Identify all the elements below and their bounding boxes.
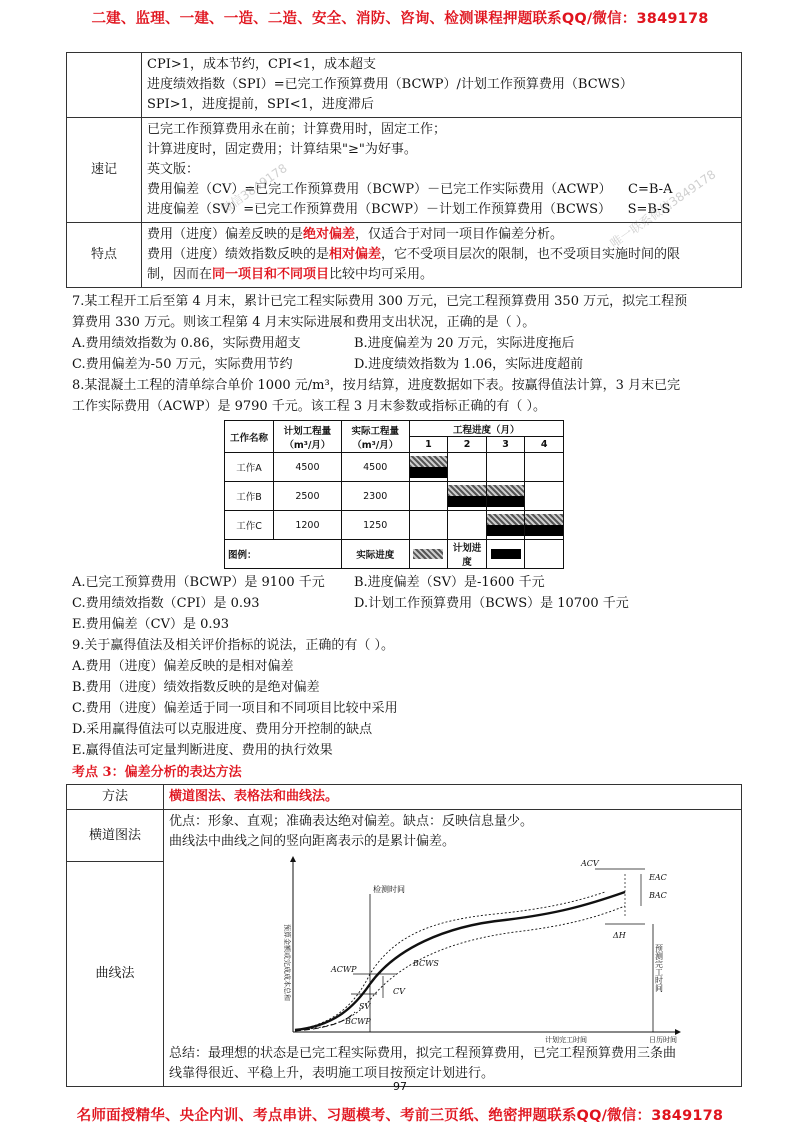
work-name: 工作A [225,453,274,482]
q9-option-e: E.赢得值法可定量判断进度、费用的执行效果 [72,743,333,758]
bac-label: BAC [649,891,667,900]
plan-progress-bar [487,496,525,507]
month-header: 4 [525,437,564,453]
actual-qty: 4500 [341,453,409,482]
spi-formula-line: 进度绩效指数（SPI）=已完工作预算费用（BCWP）/计划工作预算费用（BCWS） [147,77,633,92]
bcws-label: BCWS [413,959,439,968]
feature-line-2 [147,245,736,265]
q8-option-b: B.进度偏差（SV）是-1600 千元 [354,575,545,590]
q7-options-row-2 [66,354,742,375]
kp3-header-value: 横道图法、表格法和曲线法。 [164,785,742,810]
feature-cell [142,223,742,288]
legend-label: 图例： [225,540,342,569]
q7-options-row-1 [66,333,742,354]
memo-line-2: 计算进度时，固定费用；计算结果"≥"为好事。 [147,142,417,157]
gantt-cell [448,511,487,540]
question-8 [66,375,742,635]
feature-text: ，它不受项目层次的限制，也不受项目实施时间的限 [381,247,681,262]
q8-options-row-1 [66,572,742,593]
curve-intro-text: 曲线法中曲线之间的竖向距离表示的是累计偏差。 [169,834,456,849]
feature-text: 费用（进度）绩效指数反映的是 [147,247,330,262]
legend-row [225,540,564,569]
feature-line-3 [147,265,736,285]
q8-stem-1: 8.某混凝土工程的清单综合单价 1000 元/m³，按月结算，进度数据如下表。按赢得值法计算，3 月末已完 [72,378,681,393]
highlight-projects: 同一项目和不同项目 [212,267,330,282]
work-name: 工作C [225,511,274,540]
plan-progress-bar [410,467,448,478]
table-row [225,453,564,482]
q8-option-e: E.费用偏差（CV）是 0.93 [72,617,230,632]
q9-option-a: A.费用（进度）偏差反映的是相对偏差 [72,659,294,674]
legend-blank [525,540,564,569]
progress-table-wrap [224,420,564,569]
x-axis-arrow-icon [675,1029,681,1035]
actual-progress-bar [525,514,563,525]
q8-option-a: A.已完工预算费用（BCWP）是 9100 千元 [72,575,325,590]
actual-qty: 2300 [341,482,409,511]
curve-method-label: 曲线法 [67,862,164,1087]
feature-text: 比较中均可采用。 [329,267,434,282]
plan-progress-bar [487,525,525,536]
page-content [66,52,742,1087]
acwp-curve [295,892,605,1030]
earned-value-curve-diagram [245,854,705,1044]
cpi-rule-line: CPI>1，成本节约，CPI<1，成本超支 [147,57,376,72]
q7-stem-1: 7.某工程开工后至第 4 月末，累计已完工程实际费用 300 万元，已完工程预算费用 350 万元，拟完工程预 [72,294,688,309]
col-header-name: 工作名称 [225,421,274,453]
highlight-relative: 相对偏差 [329,247,382,262]
question-7 [66,291,742,375]
month-header: 2 [448,437,487,453]
bcwp-label: BCWP [345,1017,371,1026]
watermark-text-2: 唯一联系微信3849178 [607,167,719,251]
bottom-contact-banner: 名师面授精华、央企内训、考点串讲、习题模考、考前三页纸、绝密押题联系QQ/微信：3849178 [76,1108,724,1124]
sv-formula-line: 进度偏差（SV）=已完工作预算费用（BCWP）－计划工作预算费用（BCWS） S=B-S [147,202,671,217]
q7-option-b: B.进度偏差为 20 万元，实际进度拖后 [354,336,575,351]
cv-label: CV [393,987,405,996]
q9-option-d: D.采用赢得值法可以克服进度、费用分开控制的缺点 [72,722,373,737]
col-header-actual-qty: 实际工程量（m³/月） [341,421,409,453]
feature-text: 制，因而在 [147,267,213,282]
watermark-text-1: 微信3849178 [218,160,290,217]
gantt-cell [409,453,448,482]
method-desc-cell [164,810,742,1087]
q8-options-row-2 [66,593,742,614]
spi-rule-line: SPI>1，进度提前，SPI<1，进度滞后 [147,97,374,112]
index-formula-cell [142,53,742,118]
kp3-title: 考点 3：偏差分析的表达方法 [72,765,242,780]
gantt-cell [448,453,487,482]
dh-label: ΔH [613,931,626,940]
eac-label: EAC [649,873,667,882]
plan-progress-bar [525,525,563,536]
feature-text: 费用（进度）偏差反映的是 [147,227,304,242]
col-header-progress: 工程进度（月） [409,421,563,437]
legend-plan-swatch [486,540,525,569]
q7-option-c: C.费用偏差为-50 万元，实际费用节约 [72,357,293,372]
gantt-cell [448,482,487,511]
gantt-cell [525,511,564,540]
actual-progress-bar [487,514,525,525]
gantt-cell [486,511,525,540]
summary-line-1: 总结：最理想的状态是已完工程实际费用，拟完工程预算费用，已完工程预算费用三条曲 [169,1046,677,1061]
table-row [225,511,564,540]
q7-option-a: A.费用绩效指数为 0.86，实际费用超支 [72,336,301,351]
feature-text: ，仅适合于对同一项目作偏差分析。 [355,227,564,242]
hatched-swatch-icon [413,549,443,559]
highlight-absolute: 绝对偏差 [303,227,356,242]
q9-option-b: B.费用（进度）绩效指数反映的是绝对偏差 [72,680,320,695]
forecast-finish-label: 预测完工时间 [654,944,664,992]
cv-formula-line: 费用偏差（CV）=已完工作预算费用（BCWP）－已完工作实际费用（ACWP） C=B-A [147,182,673,197]
q8-option-d: D.计划工作预算费用（BCWS）是 10700 千元 [354,596,629,611]
memo-label: 速记 [67,118,142,223]
plan-finish-label: 计划完工时间 [545,1036,587,1044]
legend-plan-text: 计划进度 [448,540,487,569]
kp3-header-method: 方法 [67,785,164,810]
month-header: 3 [486,437,525,453]
q7-stem-2: 算费用 330 万元。则该工程第 4 月末实际进展和费用支出状况，正确的是（ ）。 [72,315,536,330]
work-name: 工作B [225,482,274,511]
bcws-curve [295,892,625,1030]
question-9 [66,635,742,761]
acv-label: ACV [581,859,599,868]
progress-table [224,420,564,569]
gantt-cell [409,511,448,540]
gantt-cell [525,453,564,482]
actual-qty: 1250 [341,511,409,540]
y-axis-label: 预算金额或完成成本总和 [283,924,291,1001]
solid-swatch-icon [491,549,521,559]
q8-option-c: C.费用绩效指数（CPI）是 0.93 [72,596,260,611]
month-header: 1 [409,437,448,453]
memo-line-1: 已完工作预算费用永在前；计算费用时，固定工作； [147,122,447,137]
gantt-cell [486,453,525,482]
gantt-cell [409,482,448,511]
plan-qty: 2500 [274,482,342,511]
actual-progress-bar [487,485,525,496]
y-axis-arrow-icon [290,856,296,862]
memo-line-3: 英文版： [147,162,200,177]
feature-label: 特点 [67,223,142,288]
q9-option-c: C.费用（进度）偏差适于同一项目和不同项目比较中采用 [72,701,398,716]
actual-progress-bar [410,456,448,467]
sv-label: SV [359,1002,371,1011]
memo-table [66,52,742,288]
gantt-cell [525,482,564,511]
top-contact-banner: 二建、监理、一建、一造、二造、安全、消防、咨询、检测课程押题联系QQ/微信：3849178 [91,11,709,27]
memo-table-blank-cell [67,53,142,118]
legend-actual-text: 实际进度 [341,540,409,569]
gantt-cell [486,482,525,511]
calendar-time-label: 日历时间 [649,1036,677,1044]
col-header-plan-qty: 计划工程量（m³/月） [274,421,342,453]
bar-chart-method-label: 横道图法 [67,810,164,862]
table-row [225,482,564,511]
actual-progress-bar [448,485,486,496]
plan-qty: 1200 [274,511,342,540]
legend-actual-swatch [409,540,448,569]
plan-progress-bar [448,496,486,507]
bar-method-text: 优点：形象、直观；准确表达绝对偏差。缺点：反映信息量少。 [169,814,534,829]
page-number: 97 [393,1080,407,1093]
q8-stem-2: 工作实际费用（ACWP）是 9790 千元。该工程 3 月末参数或指标正确的有（ ）。 [72,399,546,414]
check-time-label: 检测时间 [373,885,405,894]
plan-qty: 4500 [274,453,342,482]
q7-option-d: D.进度绩效指数为 1.06，实际进度超前 [354,357,584,372]
acwp-label: ACWP [331,965,357,974]
q9-stem: 9.关于赢得值法及相关评价指标的说法，正确的有（ ）。 [72,638,395,653]
kp3-table [66,784,742,1087]
summary-line-2: 线靠得很近、平稳上升，表明施工项目按预定计划进行。 [169,1066,495,1081]
